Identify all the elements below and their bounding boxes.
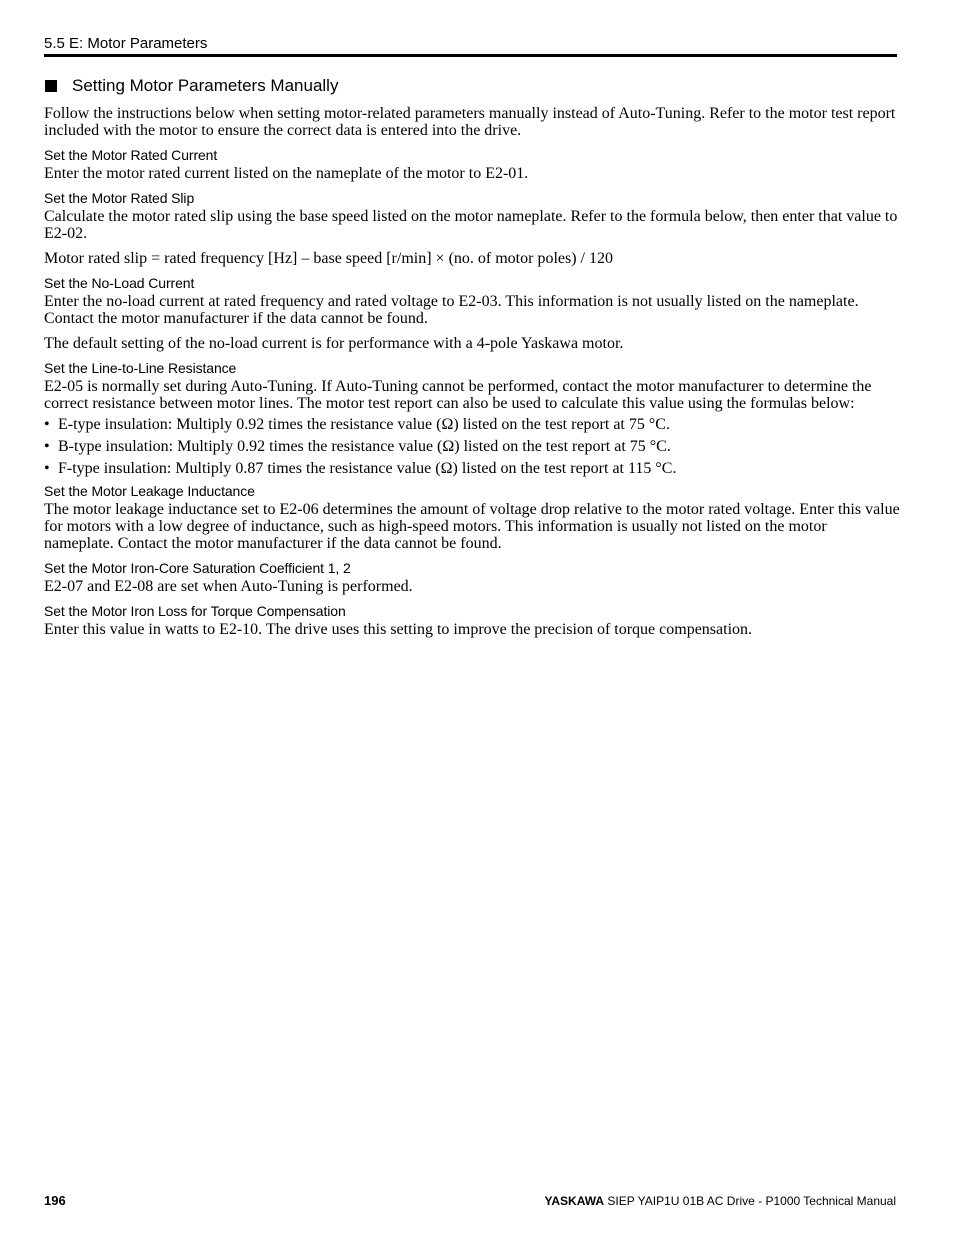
footer-brand: YASKAWA	[544, 1194, 605, 1208]
insulation-list	[44, 416, 900, 477]
footer-manual-title	[544, 1193, 896, 1209]
paragraph-no-load-current: Enter the no-load current at rated frequency and rated voltage to E2-03. This information is not usually listed on the nameplate. Contact the motor manufacturer if the data cannot be found.	[44, 293, 859, 327]
paragraph-line-resistance: E2-05 is normally set during Auto-Tuning. If Auto-Tuning cannot be performed, contact the motor manufacturer to determine the correct resistance between motor lines. The motor test report can also be used to calculate this value using the formulas below:	[44, 378, 872, 412]
section-heading-text: Setting Motor Parameters Manually	[72, 76, 339, 95]
list-item-text: F-type insulation: Multiply 0.87 times the resistance value (Ω) listed on the test report at 115 °C.	[58, 460, 677, 477]
subheading-saturation-coefficient: Set the Motor Iron-Core Saturation Coefficient 1, 2	[44, 560, 351, 576]
page-number: 196	[44, 1193, 66, 1208]
paragraph-no-load-default: The default setting of the no-load current is for performance with a 4-pole Yaskawa motor.	[44, 335, 624, 352]
paragraph-rated-slip: Calculate the motor rated slip using the base speed listed on the motor nameplate. Refer to the formula below, then enter that value to E2-02.	[44, 208, 898, 242]
footer-title-text: SIEP YAIP1U 01B AC Drive - P1000 Technical Manual	[604, 1194, 896, 1208]
list-item	[44, 460, 900, 477]
list-item	[44, 438, 900, 455]
paragraph-saturation-coefficient: E2-07 and E2-08 are set when Auto-Tuning is performed.	[44, 578, 413, 595]
subheading-leakage-inductance: Set the Motor Leakage Inductance	[44, 483, 255, 499]
page-body	[44, 74, 900, 646]
square-bullet-icon	[45, 80, 57, 92]
header-divider	[44, 54, 897, 57]
paragraph-leakage-inductance: The motor leakage inductance set to E2-06 determines the amount of voltage drop relative to the motor rated voltage. Enter this value for motors with a low degree of inductance, such as high-speed motors. This information is usually not listed on the motor nameplate. Contact the motor manufacturer if the data cannot be found.	[44, 501, 900, 552]
subheading-rated-slip: Set the Motor Rated Slip	[44, 190, 195, 206]
list-item-text: B-type insulation: Multiply 0.92 times the resistance value (Ω) listed on the test report at 75 °C.	[58, 438, 671, 455]
paragraph-rated-current: Enter the motor rated current listed on the nameplate of the motor to E2-01.	[44, 165, 529, 182]
paragraph-iron-loss: Enter this value in watts to E2-10. The drive uses this setting to improve the precision of torque compensation.	[44, 621, 753, 638]
section-heading	[44, 74, 900, 98]
bullet-icon: •	[44, 416, 50, 433]
list-item	[44, 416, 900, 433]
section-header: 5.5 E: Motor Parameters	[44, 35, 208, 52]
subheading-rated-current: Set the Motor Rated Current	[44, 147, 218, 163]
subheading-no-load-current: Set the No-Load Current	[44, 275, 195, 291]
slip-formula: Motor rated slip = rated frequency [Hz] – base speed [r/min] × (no. of motor poles) / 120	[44, 250, 613, 267]
bullet-icon: •	[44, 460, 50, 477]
subheading-line-resistance: Set the Line-to-Line Resistance	[44, 360, 237, 376]
bullet-icon: •	[44, 438, 50, 455]
list-item-text: E-type insulation: Multiply 0.92 times the resistance value (Ω) listed on the test report at 75 °C.	[58, 416, 670, 433]
intro-paragraph: Follow the instructions below when setting motor-related parameters manually instead of Auto-Tuning. Refer to the motor test report included with the motor to ensure the correct data is entered into the drive.	[44, 105, 896, 139]
subheading-iron-loss: Set the Motor Iron Loss for Torque Compensation	[44, 603, 346, 619]
